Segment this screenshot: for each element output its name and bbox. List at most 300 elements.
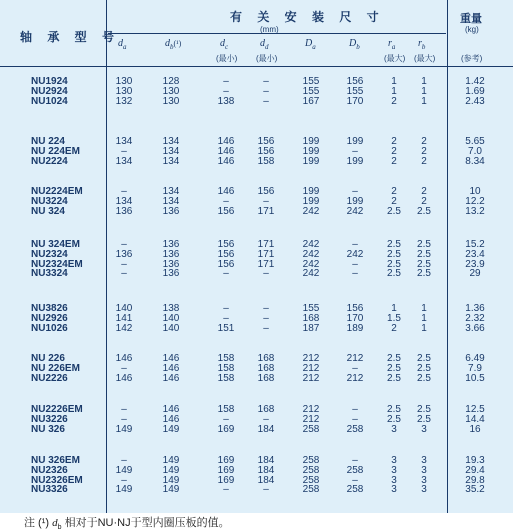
dimension-value: 168 <box>257 404 275 415</box>
dimension-value: – <box>223 312 229 324</box>
dimension-value: – <box>121 239 127 250</box>
dimension-value: 155 <box>302 85 320 97</box>
dimension-value: 130 <box>115 76 133 87</box>
dimension-value: 156 <box>217 239 235 250</box>
dimension-value: 151 <box>217 322 235 334</box>
dimension-value: 142 <box>115 322 133 334</box>
weight-header: 重量 <box>460 13 482 25</box>
dimension-value: – <box>121 474 127 486</box>
dimension-value: 2 <box>391 195 397 207</box>
column-symbol: d <box>118 38 123 49</box>
dimension-value: – <box>223 484 229 496</box>
column-symbol: D <box>305 38 313 49</box>
dimension-value: 156 <box>217 248 235 260</box>
column-note: (最小) <box>256 54 278 63</box>
column-symbol: r <box>388 38 392 49</box>
dimension-value: 146 <box>217 155 235 167</box>
dimension-value: 2.5 <box>387 413 401 425</box>
footnote-prefix: 注 (¹) <box>24 517 53 529</box>
bearing-designation: NU1026 <box>31 322 68 334</box>
dimension-value: – <box>223 303 229 314</box>
dimension-value: 158 <box>217 353 235 364</box>
weight-value: 19.3 <box>465 455 485 466</box>
dimension-value: 138 <box>217 95 235 107</box>
dimension-value: 2 <box>421 145 427 157</box>
dimension-value: – <box>263 85 269 97</box>
column-header <box>220 38 228 51</box>
column-subscript: a <box>391 43 396 51</box>
dimension-value: 149 <box>162 484 180 496</box>
dimension-value: – <box>121 268 127 280</box>
weight-value: 1.69 <box>465 85 485 97</box>
dimension-value: 146 <box>115 372 133 384</box>
column-symbol: d <box>220 38 225 49</box>
dimension-value: – <box>223 413 229 425</box>
dimension-value: 2.5 <box>417 413 431 425</box>
bearing-designation: NU1924 <box>31 76 68 87</box>
dimension-value: 2.5 <box>387 372 401 384</box>
weight-value: 23.9 <box>465 258 485 270</box>
dimension-value: 155 <box>302 303 320 314</box>
dimension-value: 156 <box>346 76 364 87</box>
dimension-value: 1 <box>421 76 427 87</box>
dimension-value: 2.5 <box>417 239 431 250</box>
bearing-designation: NU2226 <box>31 372 68 384</box>
weight-value: 29.4 <box>465 464 485 476</box>
dimension-value: 149 <box>115 464 133 476</box>
column-subscript: b <box>356 43 360 51</box>
dimension-value: 156 <box>257 186 275 197</box>
dimension-value: – <box>263 322 269 334</box>
dimension-value: 1 <box>391 303 397 314</box>
column-divider <box>447 0 448 513</box>
dimension-value: 184 <box>257 423 275 435</box>
dimension-value: 167 <box>302 95 320 107</box>
dimension-value: 2.5 <box>387 239 401 250</box>
column-subscript: b <box>170 43 174 51</box>
dimension-value: 2.5 <box>417 258 431 270</box>
dimension-value: – <box>352 413 358 425</box>
dimension-value: 2.5 <box>417 372 431 384</box>
dimension-value: 2.5 <box>417 268 431 280</box>
dimension-value: 156 <box>257 145 275 157</box>
weight-ref: (参考) <box>461 54 483 63</box>
dimension-value: 171 <box>257 248 275 260</box>
dimension-value: 2.5 <box>387 353 401 364</box>
dimension-value: – <box>223 268 229 280</box>
dimension-value: 199 <box>302 145 320 157</box>
dimension-value: 134 <box>162 145 180 157</box>
dimension-value: 171 <box>257 239 275 250</box>
dimension-value: 136 <box>162 258 180 270</box>
dimension-value: 156 <box>346 303 364 314</box>
dimension-value: 168 <box>257 372 275 384</box>
column-symbol: d <box>260 38 265 49</box>
dimension-value: 146 <box>162 362 180 374</box>
dimension-value: 2.5 <box>417 353 431 364</box>
dimension-value: 156 <box>257 136 275 147</box>
dimension-value: – <box>121 362 127 374</box>
bearing-designation: NU 326 <box>31 423 65 435</box>
weight-value: 23.4 <box>465 248 485 260</box>
weight-value: 3.66 <box>465 322 485 334</box>
dimension-value: 199 <box>346 136 364 147</box>
weight-value: 6.49 <box>465 353 485 364</box>
dimension-value: 184 <box>257 455 275 466</box>
dimension-value: 146 <box>217 186 235 197</box>
dimension-value: – <box>263 76 269 87</box>
dimension-value: 136 <box>115 248 133 260</box>
dimension-value: 132 <box>115 95 133 107</box>
weight-value: 29.8 <box>465 474 485 486</box>
dimension-value: 2 <box>391 95 397 107</box>
dimension-value: 199 <box>302 136 320 147</box>
dimension-value: 2.5 <box>387 404 401 415</box>
dimension-value: 2.5 <box>417 362 431 374</box>
dimension-value: 2 <box>421 136 427 147</box>
dimension-value: 258 <box>346 484 364 496</box>
dimension-value: 2 <box>421 186 427 197</box>
dimension-value: 134 <box>162 186 180 197</box>
column-subscript: c <box>225 43 229 51</box>
dimension-value: 141 <box>115 312 133 324</box>
dimension-value: 2.5 <box>387 362 401 374</box>
weight-value: 7.9 <box>468 362 482 374</box>
dimension-value: – <box>352 362 358 374</box>
dimension-value: 1.5 <box>387 312 401 324</box>
column-header <box>260 38 269 51</box>
dimension-value: 3 <box>391 455 397 466</box>
weight-value: 8.34 <box>465 155 485 167</box>
dimension-value: 146 <box>217 145 235 157</box>
dimension-value: 2.5 <box>417 404 431 415</box>
dimension-value: 3 <box>391 423 397 435</box>
weight-value: 12.2 <box>465 195 485 207</box>
dimension-value: 146 <box>217 136 235 147</box>
dimension-value: 242 <box>302 248 320 260</box>
dimension-value: 155 <box>302 76 320 87</box>
column-note: (最大) <box>384 54 406 63</box>
dimension-value: 258 <box>346 464 364 476</box>
column-header <box>165 38 181 51</box>
dimension-value: 199 <box>346 195 364 207</box>
dimension-value: 149 <box>115 423 133 435</box>
dimension-value: 146 <box>162 404 180 415</box>
dimension-value: 169 <box>217 464 235 476</box>
bearing-designation: NU2324 <box>31 248 68 260</box>
footnote-subscript: b <box>57 524 62 531</box>
dimension-value: 169 <box>217 455 235 466</box>
dimension-value: 134 <box>162 136 180 147</box>
dimension-value: – <box>263 195 269 207</box>
dimension-value: 3 <box>391 484 397 496</box>
dimension-value: 212 <box>302 353 320 364</box>
dimension-value: 242 <box>346 248 364 260</box>
bearing-designation: NU2924 <box>31 85 68 97</box>
dimension-value: 168 <box>257 362 275 374</box>
dimension-value: 187 <box>302 322 320 334</box>
dimensions-header: 有 关 安 装 尺 寸 <box>230 10 385 24</box>
dimension-value: 130 <box>115 85 133 97</box>
dimension-value: – <box>121 455 127 466</box>
weight-value: 1.42 <box>465 76 485 87</box>
dimension-value: 140 <box>115 303 133 314</box>
dimension-value: – <box>352 239 358 250</box>
weight-value: 10 <box>469 186 481 197</box>
dimension-value: 258 <box>302 464 320 476</box>
dimension-value: 136 <box>162 268 180 280</box>
weight-value: 2.32 <box>465 312 485 324</box>
dimension-value: 2 <box>391 155 397 167</box>
dimension-value: – <box>121 413 127 425</box>
dimension-value: 212 <box>302 362 320 374</box>
bearing-designation: NU 226 <box>31 353 65 364</box>
bearing-designation: NU3224 <box>31 195 68 207</box>
bearing-designation: NU3324 <box>31 268 68 280</box>
dimension-value: 2 <box>391 136 397 147</box>
bearing-designation: NU 226EM <box>31 362 80 374</box>
dimension-value: 170 <box>346 95 364 107</box>
dimension-value: 199 <box>302 186 320 197</box>
weight-value: 14.4 <box>465 413 485 425</box>
dimension-value: 258 <box>302 455 320 466</box>
dimension-value: 2 <box>391 145 397 157</box>
dimension-value: – <box>352 186 358 197</box>
dimension-value: 134 <box>162 195 180 207</box>
dimension-value: 258 <box>346 423 364 435</box>
dimension-value: 146 <box>162 413 180 425</box>
dimension-value: 140 <box>162 322 180 334</box>
dimension-value: 258 <box>302 423 320 435</box>
weight-value: 16 <box>469 423 481 435</box>
dimension-value: 149 <box>162 423 180 435</box>
bearing-designation: NU2224EM <box>31 186 83 197</box>
column-subscript: d <box>265 43 269 51</box>
column-header <box>418 38 425 51</box>
dimension-value: 158 <box>217 404 235 415</box>
dimension-value: – <box>121 145 127 157</box>
dimension-value: 242 <box>302 258 320 270</box>
dimension-value: 146 <box>162 372 180 384</box>
dimension-value: 3 <box>391 474 397 486</box>
dimension-value: 242 <box>302 239 320 250</box>
dimension-value: – <box>223 76 229 87</box>
dimension-value: 3 <box>421 464 427 476</box>
dimension-value: 170 <box>346 312 364 324</box>
dimension-value: 134 <box>115 136 133 147</box>
dimension-value: 158 <box>217 372 235 384</box>
bearing-designation: NU2224 <box>31 155 68 167</box>
dimension-value: 134 <box>115 195 133 207</box>
dimension-value: 134 <box>115 155 133 167</box>
dimension-value: 1 <box>391 76 397 87</box>
dimension-value: 199 <box>346 155 364 167</box>
dimension-value: 156 <box>217 205 235 217</box>
dimension-value: 212 <box>302 413 320 425</box>
dimension-value: – <box>352 258 358 270</box>
column-subscript: a <box>123 43 127 51</box>
dimension-value: 146 <box>162 353 180 364</box>
column-header <box>349 38 360 51</box>
dimension-value: 130 <box>162 95 180 107</box>
dimension-value: 3 <box>421 484 427 496</box>
dimension-value: 171 <box>257 205 275 217</box>
weight-value: 29 <box>469 268 481 280</box>
dimension-value: – <box>263 268 269 280</box>
dimension-value: 1 <box>421 85 427 97</box>
column-note: (最大) <box>414 54 436 63</box>
dimension-value: – <box>121 404 127 415</box>
column-divider <box>106 0 107 513</box>
dimension-value: – <box>223 195 229 207</box>
dimension-value: 168 <box>302 312 320 324</box>
dimension-value: – <box>263 413 269 425</box>
bearing-designation: NU 324EM <box>31 239 80 250</box>
weight-value: 35.2 <box>465 484 485 496</box>
bearing-designation: NU 224EM <box>31 145 80 157</box>
dimension-value: – <box>121 186 127 197</box>
dimension-value: – <box>352 455 358 466</box>
dimension-value: 184 <box>257 464 275 476</box>
dimension-value: 2 <box>421 195 427 207</box>
weight-value: 10.5 <box>465 372 485 384</box>
dimension-value: 1 <box>421 303 427 314</box>
column-note: (最小) <box>216 54 238 63</box>
dimension-value: 1 <box>421 322 427 334</box>
bearing-designation: NU2926 <box>31 312 68 324</box>
weight-unit: (kg) <box>465 25 479 34</box>
weight-value: 15.2 <box>465 239 485 250</box>
dimension-value: 169 <box>217 474 235 486</box>
dimension-value: 2.5 <box>387 268 401 280</box>
dimension-value: – <box>352 474 358 486</box>
dimension-value: 1 <box>421 95 427 107</box>
bearing-designation: NU2226EM <box>31 404 83 415</box>
dimension-value: 212 <box>302 404 320 415</box>
dimension-value: 146 <box>115 353 133 364</box>
bearing-designation: NU 324 <box>31 205 65 217</box>
column-header <box>118 38 127 51</box>
unit-label: (mm) <box>260 25 279 34</box>
bearing-designation: NU3826 <box>31 303 68 314</box>
dimension-value: 212 <box>302 372 320 384</box>
dimension-value: 2 <box>391 322 397 334</box>
dimension-value: – <box>223 85 229 97</box>
dimension-value: 2.5 <box>387 205 401 217</box>
bearing-designation: NU1024 <box>31 95 68 107</box>
weight-value: 1.36 <box>465 303 485 314</box>
dimension-value: – <box>263 484 269 496</box>
dimension-value: 169 <box>217 423 235 435</box>
dimension-value: 149 <box>162 464 180 476</box>
dimension-value: 3 <box>421 474 427 486</box>
dimension-value: 136 <box>162 239 180 250</box>
column-subscript: a <box>312 43 316 51</box>
designation-header: 轴 承 型 号 <box>20 30 121 44</box>
dimension-value: 2.5 <box>387 258 401 270</box>
dimension-value: 199 <box>302 155 320 167</box>
dimension-value: 3 <box>421 423 427 435</box>
bearing-designation: NU2324EM <box>31 258 83 270</box>
column-symbol: r <box>418 38 422 49</box>
dimension-value: – <box>352 145 358 157</box>
dimension-value: 3 <box>421 455 427 466</box>
dimension-value: 149 <box>162 474 180 486</box>
dimension-value: 136 <box>162 248 180 260</box>
dimension-value: 2 <box>391 186 397 197</box>
dimension-value: 2.5 <box>417 205 431 217</box>
dimension-value: 138 <box>162 303 180 314</box>
bearing-designation: NU2326 <box>31 464 68 476</box>
dimension-value: 136 <box>115 205 133 217</box>
dimension-value: 258 <box>302 474 320 486</box>
column-header <box>305 38 316 51</box>
dimension-value: 168 <box>257 353 275 364</box>
footnote-text: 相对于NU·NJ于型内圈压板的值。 <box>61 517 230 529</box>
dimension-value: 130 <box>162 85 180 97</box>
bearing-designation: NU3326 <box>31 484 68 496</box>
dimension-value: 140 <box>162 312 180 324</box>
dimension-value: 1 <box>391 85 397 97</box>
weight-value: 2.43 <box>465 95 485 107</box>
dimension-value: 212 <box>346 372 364 384</box>
column-symbol: D <box>349 38 357 49</box>
dimension-value: 184 <box>257 474 275 486</box>
footnote <box>24 514 230 531</box>
bearing-designation: NU3226 <box>31 413 68 425</box>
bearing-designation: NU 224 <box>31 136 65 147</box>
dimension-value: 1 <box>421 312 427 324</box>
dimension-value: – <box>121 258 127 270</box>
dimension-value: 3 <box>391 464 397 476</box>
dimension-value: – <box>263 95 269 107</box>
dimension-value: 128 <box>162 76 180 87</box>
dimension-value: 212 <box>346 353 364 364</box>
dimension-value: 2 <box>421 155 427 167</box>
dimension-value: 136 <box>162 205 180 217</box>
dimension-value: – <box>263 312 269 324</box>
weight-value: 13.2 <box>465 205 485 217</box>
dimension-value: 242 <box>302 268 320 280</box>
dimension-value: 189 <box>346 322 364 334</box>
dimension-value: 156 <box>217 258 235 270</box>
dimension-value: 158 <box>217 362 235 374</box>
footnote-symbol: d <box>52 517 58 529</box>
weight-value: 5.65 <box>465 136 485 147</box>
bearing-designation: NU2326EM <box>31 474 83 486</box>
dimension-value: 2.5 <box>417 248 431 260</box>
dimension-value: 149 <box>162 455 180 466</box>
column-header <box>388 38 395 51</box>
column-subscript: b <box>421 43 426 51</box>
dimension-value: 242 <box>302 205 320 217</box>
dimension-value: 134 <box>162 155 180 167</box>
weight-value: 7.0 <box>468 145 482 157</box>
dimension-value: 199 <box>302 195 320 207</box>
dimension-value: – <box>263 303 269 314</box>
dimension-value: 2.5 <box>387 248 401 260</box>
column-footnote-mark: (¹) <box>173 39 182 48</box>
column-symbol: d <box>165 38 170 49</box>
dimension-value: 242 <box>346 205 364 217</box>
dimension-value: 149 <box>115 484 133 496</box>
dimension-value: 158 <box>257 155 275 167</box>
bearing-designation: NU 326EM <box>31 455 80 466</box>
weight-value: 12.5 <box>465 404 485 415</box>
dimension-value: 171 <box>257 258 275 270</box>
dimension-value: – <box>352 268 358 280</box>
dimension-value: 258 <box>302 484 320 496</box>
